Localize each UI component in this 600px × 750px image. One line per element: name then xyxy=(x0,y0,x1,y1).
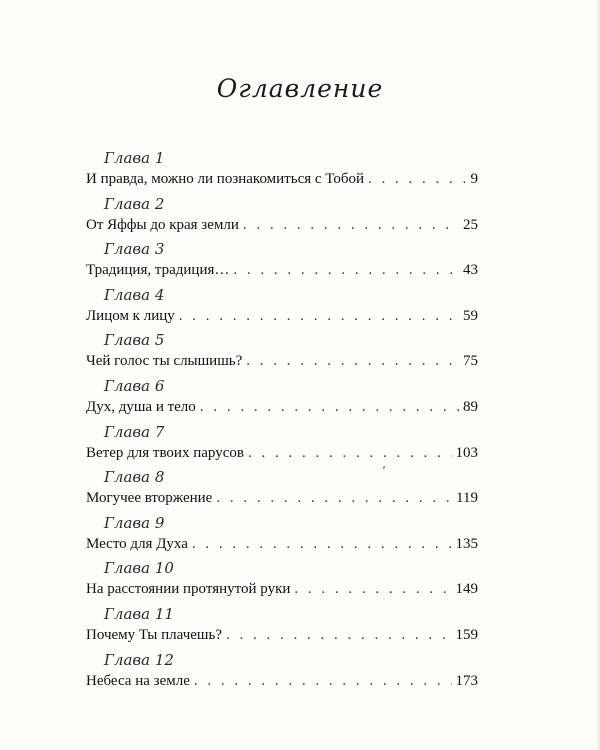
dot-leader xyxy=(368,168,467,190)
toc-entry-line xyxy=(86,396,478,418)
toc-entry-line xyxy=(86,578,478,600)
toc-entry-line xyxy=(86,168,478,190)
chapter-label: Глава 4 xyxy=(104,285,165,304)
dot-leader xyxy=(246,350,459,372)
toc-entry xyxy=(86,148,478,194)
chapter-title: От Яффы до края земли xyxy=(86,216,239,233)
toc-entry-line xyxy=(86,670,478,692)
chapter-label: Глава 1 xyxy=(104,149,165,167)
chapter-title: Место для Духа xyxy=(86,535,188,552)
page-number: 75 xyxy=(463,353,478,370)
toc-entry-line xyxy=(86,487,478,509)
chapter-title: Могучее вторжение xyxy=(86,490,213,507)
chapter-title: Почему Ты плачешь? xyxy=(86,626,222,643)
chapter-title: Дух, душа и тело xyxy=(86,398,196,415)
chapter-title: И правда, можно ли познакомиться с Тобой xyxy=(86,171,364,187)
page-number: 103 xyxy=(455,444,478,461)
page-number: 89 xyxy=(463,398,478,415)
chapter-label: Глава 2 xyxy=(104,194,165,213)
chapter-label: Глава 8 xyxy=(104,468,165,487)
page-number: 25 xyxy=(463,216,478,233)
toc-title: Оглавление xyxy=(216,74,384,103)
chapter-title: Лицом к лицу xyxy=(86,307,175,324)
page-number: 59 xyxy=(463,307,478,324)
toc-entry xyxy=(86,513,478,559)
dot-leader xyxy=(192,533,452,555)
toc-entry-line xyxy=(86,624,478,646)
chapter-label: Глава 7 xyxy=(104,422,165,441)
table-of-contents xyxy=(86,148,478,695)
page-number: 135 xyxy=(455,535,478,552)
dot-leader xyxy=(200,396,459,418)
toc-entry xyxy=(86,239,478,285)
chapter-label: Глава 6 xyxy=(104,376,165,395)
page-number: 119 xyxy=(456,490,478,507)
chapter-label: Глава 11 xyxy=(104,604,174,623)
dot-leader xyxy=(233,259,459,281)
chapter-label: Глава 3 xyxy=(104,240,165,259)
dot-leader xyxy=(243,214,459,236)
toc-entry xyxy=(86,604,478,650)
toc-entry-line xyxy=(86,350,478,372)
toc-entry-line xyxy=(86,533,478,555)
page-number: 173 xyxy=(455,672,478,689)
dot-leader xyxy=(216,487,452,509)
toc-entry xyxy=(86,467,478,513)
dot-leader xyxy=(248,442,452,464)
dot-leader xyxy=(194,670,452,692)
toc-entry xyxy=(86,285,478,331)
chapter-title: Небеса на земле xyxy=(86,672,190,689)
dot-leader xyxy=(226,624,452,646)
chapter-label: Глава 5 xyxy=(104,331,165,350)
chapter-label: Глава 10 xyxy=(104,559,174,578)
toc-entry xyxy=(86,194,478,240)
chapter-label: Глава 12 xyxy=(104,650,174,669)
page-number: 159 xyxy=(455,626,478,643)
chapter-title: На расстоянии протянутой руки xyxy=(86,581,291,598)
chapter-title: Чей голос ты слышишь? xyxy=(86,353,243,370)
toc-entry-line xyxy=(86,305,478,327)
chapter-label: Глава 9 xyxy=(104,513,165,532)
toc-entry xyxy=(86,422,478,468)
toc-entry xyxy=(86,558,478,604)
dot-leader xyxy=(179,305,459,327)
toc-entry xyxy=(86,650,478,696)
toc-entry-line xyxy=(86,442,478,464)
toc-entry-line xyxy=(86,259,478,281)
dot-leader xyxy=(294,578,451,600)
page-number: 9 xyxy=(470,171,478,187)
toc-entry-line xyxy=(86,214,478,236)
page-number: 43 xyxy=(463,262,478,279)
page-number: 149 xyxy=(455,581,478,598)
page-edge xyxy=(596,0,600,750)
chapter-title: Ветер для твоих парусов xyxy=(86,444,244,461)
chapter-title: Традиция, традиция… xyxy=(86,262,230,279)
toc-entry xyxy=(86,330,478,376)
toc-entry xyxy=(86,376,478,422)
